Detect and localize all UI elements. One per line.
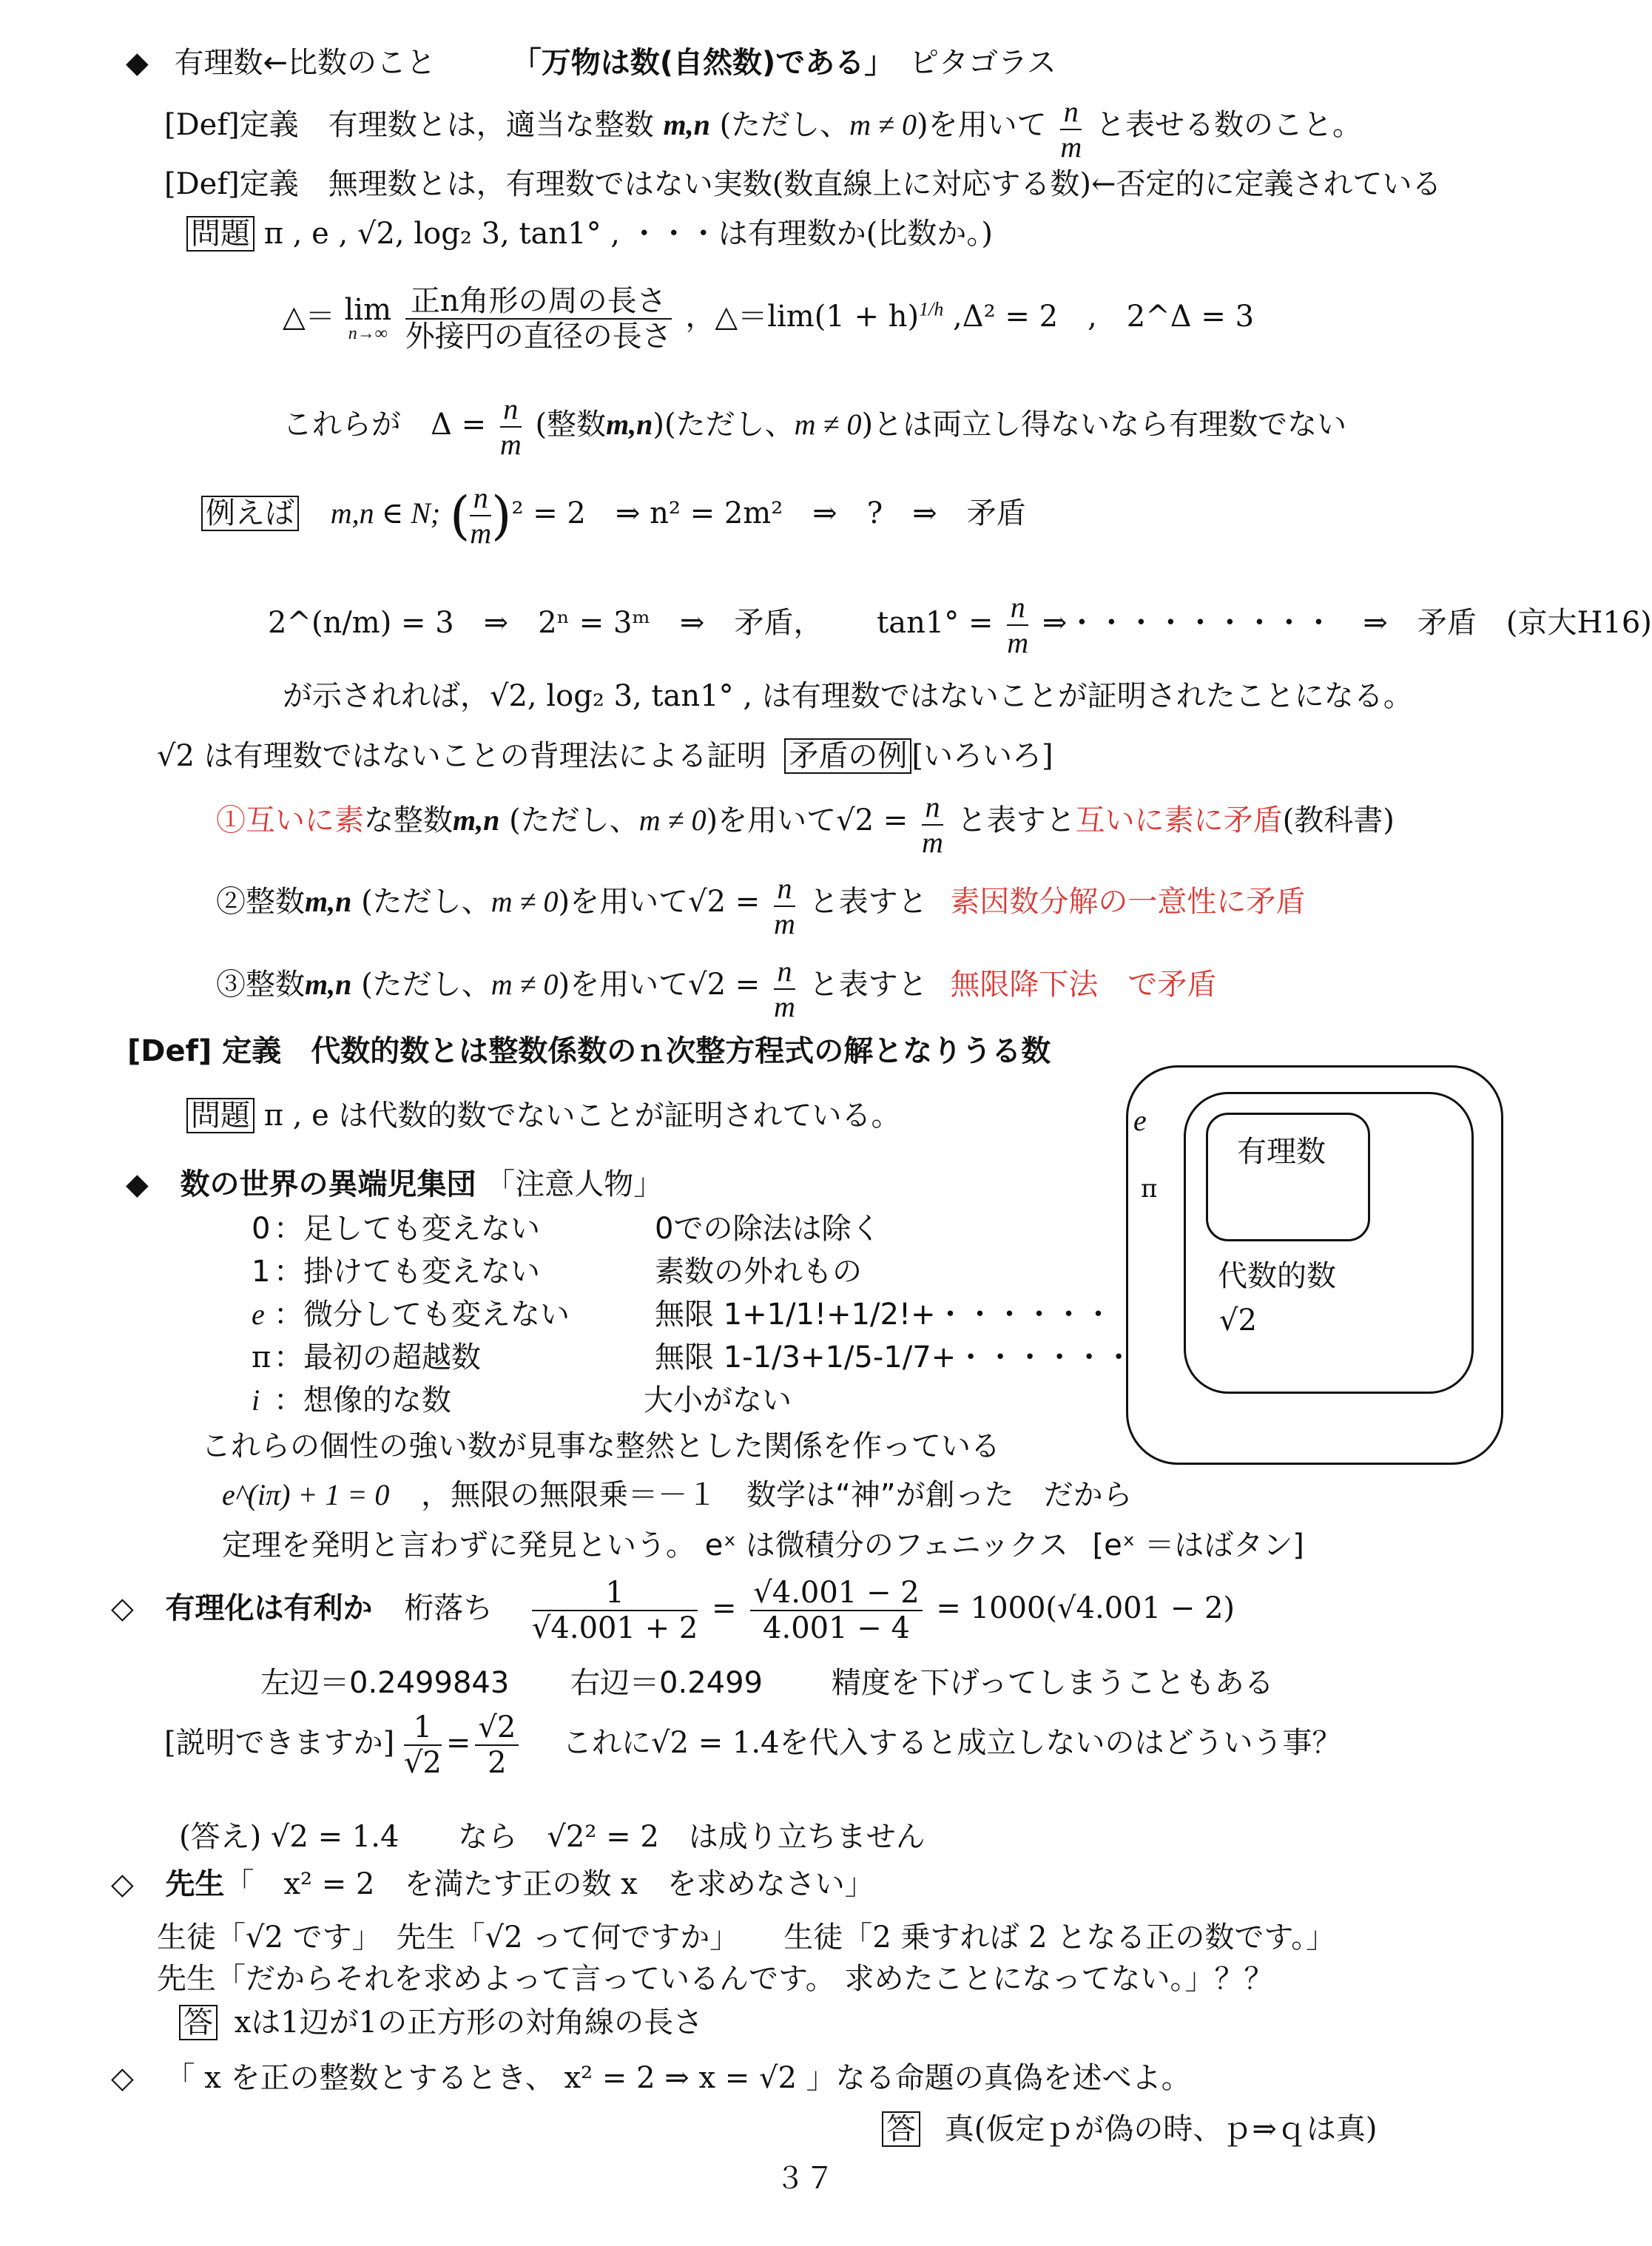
relation-statement: これらの個性の強い数が見事な整然とした関係を作っている <box>201 1429 1000 1463</box>
list-item: i ：想像的な数 大小がない <box>252 1383 792 1417</box>
def-algebraic: [Def] 定義 代数的数とは整数係数のｎ次整方程式の解となりうる数 <box>127 1034 1051 1068</box>
problem-box: 問題 <box>186 216 254 252</box>
answer-diagonal: 答 xは1辺が1の正方形の対角線の長さ <box>179 2005 703 2040</box>
rational-set-box <box>1206 1113 1370 1241</box>
delta-definitions: △＝ lim n→∞ $\frac{\text{正n角形の周の長さ}}{\text{外接円の直径の長さ}}$ ，△＝lim(1 + h)$^{1/h}$ ,Δ² = 2 , 2^Δ = 3 <box>283 284 1255 354</box>
dialogue-2: 先生「だからそれを求めよって言っているんです。 求めたことになってない。」？？ <box>157 1962 1274 1996</box>
contradiction-examples-box: 矛盾の例 <box>784 738 911 774</box>
explain-question: [説明できますか] $\frac{1}{√2}$ = $\frac{√2}{2}$ これに√2 = 1.4を代入すると成立しないのはどういう事？ <box>164 1710 1342 1780</box>
def-rational: [Def]定義 有理数とは，適当な整数 m,n (ただし、m ≠ 0)を用いて $\frac{n}{m}$ と表せる数のこと。 <box>164 95 1362 163</box>
answer-box: 答 <box>882 2111 920 2147</box>
answer-approximation: (答え) √2 = 1.4 なら √2² = 2 は成り立ちません <box>179 1820 926 1854</box>
line-pythagoras: ◆ 有理数←比数のこと 「万物は数(自然数)である」 ピタゴラス <box>126 46 1056 80</box>
contradiction-examples: 2^(n/m) = 3 ⇒ 2ⁿ = 3ᵐ ⇒ 矛盾， tan1° = $\frac{n}{m}$ ⇒・・・・・・・・・ ⇒ 矛盾 (京大H16) <box>268 590 1652 659</box>
proof-by-contradiction-heading: √2 は有理数ではないことの背理法による証明 矛盾の例 [いろいろ] <box>157 739 1053 773</box>
dialogue-1: 生徒「√2 です」 先生「√2 って何ですか」 生徒「2 乗すれば 2 となる正の数です。」 <box>157 1920 1336 1955</box>
proof-conclusion: が示されれば，√2, log₂ 3, tan1° , は有理数ではないことが証明されたことになる。 <box>283 679 1413 713</box>
problem-rationality: 問題 π , e , √2, log₂ 3, tan1° , ・・・は有理数か(比数か。) <box>186 216 993 252</box>
def-irrational: [Def]定義 無理数とは，有理数ではない実数(数直線上に対応する数)←否定的に定義されている <box>164 167 1442 201</box>
proof-method-1: ①互いに素な整数m,n (ただし、m ≠ 0)を用いて√2 = $\frac{n}{m}$ と表すと互いに素に矛盾(教科書) <box>216 790 1395 859</box>
page-number: ３７ <box>775 2162 835 2196</box>
heretics-heading: ◆ 数の世界の異端児集団 「注意人物」 <box>126 1167 664 1201</box>
hollow-diamond-icon: ◇ <box>111 2061 134 2095</box>
discovery-statement: 定理を発明と言わずに発見という。 eˣ は微積分のフェニックス [eˣ ＝はばタン] <box>222 1528 1304 1562</box>
example-box: 例えば <box>201 496 299 531</box>
problem-box-2: 問題 <box>186 1098 254 1133</box>
hollow-diamond-icon: ◇ <box>111 1867 134 1901</box>
list-item: π：最初の超越数 無限 1-1/3+1/5-1/7+・・・・・・ <box>252 1340 1134 1375</box>
problem-transcendental: 問題 π , e は代数的数でないことが証明されている。 <box>186 1098 901 1133</box>
number-sets-diagram: e π 有理数 代数的数 √2 <box>1126 1065 1503 1465</box>
teacher-question: ◇ 先生「 x² = 2 を満たす正の数 x を求めなさい」 <box>111 1867 874 1901</box>
list-item: 0 ：足しても変えない 0での除法は除く <box>252 1212 881 1246</box>
example-sqrt2: 例えば m,n ∈ N; ( $\frac{n}{m}$ )² = 2 ⇒ n² = 2m² ⇒ ? ⇒ 矛盾 <box>201 481 1026 550</box>
proposition-answer: 答 真(仮定ｐが偽の時、ｐ⇒ｑは真) <box>882 2111 1377 2147</box>
precision-values: 左辺＝0.2499843 右辺＝0.2499 精度を下げってしまうこともある <box>260 1666 1274 1700</box>
diamond-bullet-icon: ◆ <box>126 1167 149 1201</box>
polygon-ratio-fraction: $\frac{\text{正n角形の周の長さ}}{\text{外接円の直径の長さ}}$ <box>405 284 672 354</box>
hollow-diamond-icon: ◇ <box>111 1591 134 1625</box>
delta-rational-condition: これらが Δ = $\frac{n}{m}$ (整数m,n)(ただし、m ≠ 0)とは両立し得ないなら有理数でない <box>283 392 1347 461</box>
euler-identity: e^(iπ) + 1 = 0 ，無限の無限乗＝－１ 数学は“神”が創った だから <box>222 1478 1133 1512</box>
list-item: 1 ：掛けても変えない 素数の外れもの <box>252 1255 862 1289</box>
answer-box: 答 <box>179 2005 218 2040</box>
list-item: e ：微分しても変えない 無限 1+1/1!+1/2!+・・・・・・ <box>252 1298 1113 1332</box>
diamond-bullet-icon: ◆ <box>126 46 149 80</box>
rationalization-heading: ◇ 有理化は有利か 桁落ち $\frac{1}{√4.001 + 2}$ = $\frac{√4.001 - 2}{4.001 - 4}$ = 1000(√4.001 − 2) <box>111 1576 1235 1645</box>
proof-method-3: ③整数m,n (ただし、m ≠ 0)を用いて√2 = $\frac{n}{m}$ と表すと 無限降下法 で矛盾 <box>216 954 1217 1023</box>
fraction-n-over-m: $\frac{n}{m}$ <box>1060 95 1082 163</box>
proposition-question: ◇ 「 x を正の整数とするとき、 x² = 2 ⇒ x = √2 」なる命題の真偽を述べよ。 <box>111 2061 1191 2095</box>
proof-method-2: ②整数m,n (ただし、m ≠ 0)を用いて√2 = $\frac{n}{m}$ と表すと 素因数分解の一意性に矛盾 <box>216 871 1306 940</box>
